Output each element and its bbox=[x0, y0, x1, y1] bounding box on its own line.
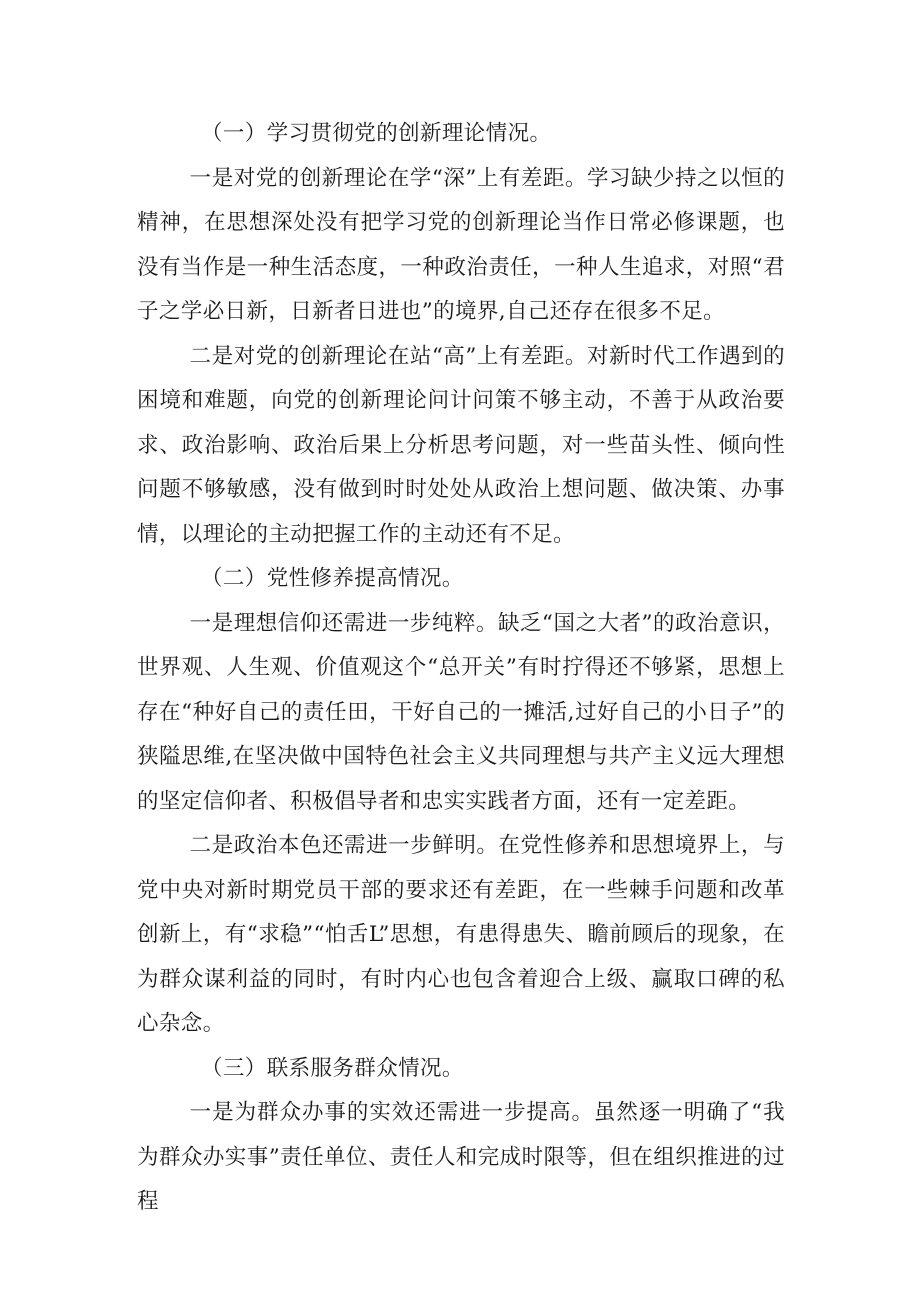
paragraph-2-2: 二是政治本色还需进一步鲜明。在党性修养和思想境界上，与党中央对新时期党员干部的要求还有差距，在一些棘手问题和改革创新上，有“求稳”“怕舌L”思想，有患得患失、瞻前顾后的现象，在为群众谋利益的同时，有时内心也包含着迎合上级、赢取口碑的私心杂念。 bbox=[137, 833, 785, 1036]
section-heading-3: （三）联系服务群众情况。 bbox=[201, 1055, 464, 1081]
section-heading-1: （一）学习贯彻党的创新理论情况。 bbox=[201, 121, 552, 146]
paragraph-1-2: 二是对党的创新理论在站“高”上有差距。对新时代工作遇到的困境和难题，向党的创新理论问计问策不够主动，不善于从政治要求、政治影响、政治后果上分析思考问题，对一些苗头性、倾向性问题不够敏感，没有做到时时处处从政治上想问题、做决策、办事情，以理论的主动把握工作的主动还有不足。 bbox=[137, 343, 785, 547]
paragraph-3-1: 一是为群众办事的实效还需进一步提高。虽然逐一明确了“我为群众办实事”责任单位、责任人和完成时限等，但在组织推进的过程 bbox=[137, 1100, 785, 1214]
paragraph-1-1: 一是对党的创新理论在学“深”上有差距。学习缺少持之以恒的精神，在思想深处没有把学习党的创新理论当作日常必修课题，也没有当作是一种生活态度，一种政治责任，一种人生追求，对照“君子之学必日新，日新者日进也”的境界,自己还存在很多不足。 bbox=[137, 165, 785, 324]
document-body bbox=[137, 112, 785, 1225]
paragraph-2-1: 一是理想信仰还需进一步纯粹。缺乏“国之大者”的政治意识，世界观、人生观、价值观这个“总开关”有时拧得还不够紧，思想上存在“种好自己的责任田，干好自己的一摊活,过好自己的小日子”的狭隘思维,在坚决做中国特色社会主义共同理想与共产主义远大理想的坚定信仰者、积极倡导者和忠实实践者方面，还有一定差距。 bbox=[137, 610, 785, 814]
section-heading-2: （二）党性修养提高情况。 bbox=[201, 566, 464, 591]
